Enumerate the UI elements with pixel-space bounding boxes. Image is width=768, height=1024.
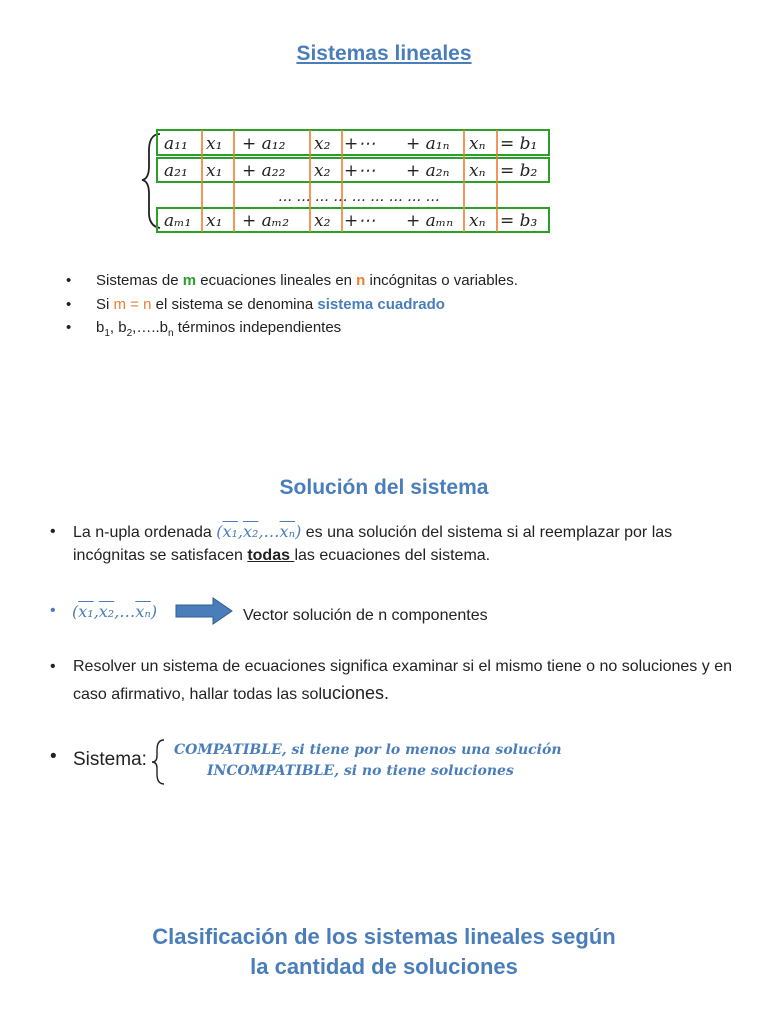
var-xn: xₙ xyxy=(469,161,486,181)
m-highlight: m xyxy=(182,272,197,289)
var-x2: x₂ xyxy=(314,134,331,154)
var-x1: x₁ xyxy=(206,161,223,181)
dots: +⋯ xyxy=(344,211,376,231)
section-title-clasificacion xyxy=(0,922,768,982)
coef-a1n: + a₁ₙ xyxy=(406,134,450,154)
var-xn: xₙ xyxy=(469,134,486,154)
list-item: • Si m = n el sistema se denomina sistema cuadrado xyxy=(66,296,518,320)
coef-a2n: + a₂ₙ xyxy=(406,161,450,181)
option-compatible: COMPATIBLE, si tiene por lo menos una solución xyxy=(174,742,562,758)
dots: +⋯ xyxy=(344,161,376,181)
rhs-b3: = b₃ xyxy=(500,211,538,231)
rhs-b2: = b₂ xyxy=(500,161,538,181)
dots: +⋯ xyxy=(344,134,376,154)
m-equals-n: m = n xyxy=(113,295,152,313)
todas-emphasis: todas xyxy=(247,547,295,564)
vector-tuple: $(x_1,x_2,\dots\overline{x_n})$ xyxy=(72,602,158,621)
title-line-1: Clasificación de los sistemas lineales según xyxy=(152,924,616,949)
rhs-b1: = b₁ xyxy=(500,134,538,154)
coef-am1: aₘ₁ xyxy=(164,211,192,231)
bullet: • xyxy=(50,658,56,675)
coef-a12: + a₁₂ xyxy=(242,134,286,154)
left-brace-icon xyxy=(150,738,168,786)
definitions-list xyxy=(66,272,518,343)
option-incompatible: INCOMPATIBLE, si no tiene soluciones xyxy=(207,763,514,779)
var-x2: x₂ xyxy=(314,211,331,231)
equation-system xyxy=(138,124,558,236)
sistema-cuadrado-highlight: sistema cuadrado xyxy=(317,295,445,313)
coef-am2: + aₘ₂ xyxy=(242,211,290,231)
section-title-sistemas-lineales: Sistemas lineales xyxy=(296,42,472,65)
bullet: • xyxy=(50,523,56,540)
coef-a22: + a₂₂ xyxy=(242,161,286,181)
list-item: • Sistemas de m ecuaciones lineales en n incógnitas o variables. xyxy=(66,272,518,296)
bullet: • xyxy=(50,602,56,619)
title-line-2: la cantidad de soluciones xyxy=(250,954,518,979)
coef-a11: a₁₁ xyxy=(164,134,188,154)
var-x2: x₂ xyxy=(314,161,331,181)
solution-tuple: $(x_1,x_2,\dots\overline{x_n})$ xyxy=(216,522,302,541)
var-x1: x₁ xyxy=(206,134,223,154)
coef-a21: a₂₁ xyxy=(164,161,188,181)
coef-amn: + aₘₙ xyxy=(406,211,454,231)
bullet: • xyxy=(50,746,57,767)
var-x1: x₁ xyxy=(206,211,223,231)
middle-dots: … … … … … … … … … xyxy=(278,189,440,205)
list-item: • $b_1$, $b_2,\dots..b_n$ términos independientes xyxy=(66,319,518,343)
n-highlight: n xyxy=(356,272,366,289)
vector-description: Vector solución de n componentes xyxy=(243,607,488,624)
paragraph-n-upla: • La n-upla ordenada $(x_1,x_2,\dots\overline{x_n})$ es una solución del sistema si al reemplazar por las incógnitas se satisfacen todas las ecuaciones del sistema. xyxy=(50,522,673,564)
paragraph-resolver: • Resolver un sistema de ecuaciones significa examinar si el mismo tiene o no soluciones y en caso afirmativo, hallar todas las soluciones. xyxy=(50,653,740,708)
var-xn: xₙ xyxy=(469,211,486,231)
right-arrow-icon xyxy=(175,597,233,625)
sistema-label: Sistema: xyxy=(73,749,147,770)
section-title-solucion: Solución del sistema xyxy=(279,476,489,499)
